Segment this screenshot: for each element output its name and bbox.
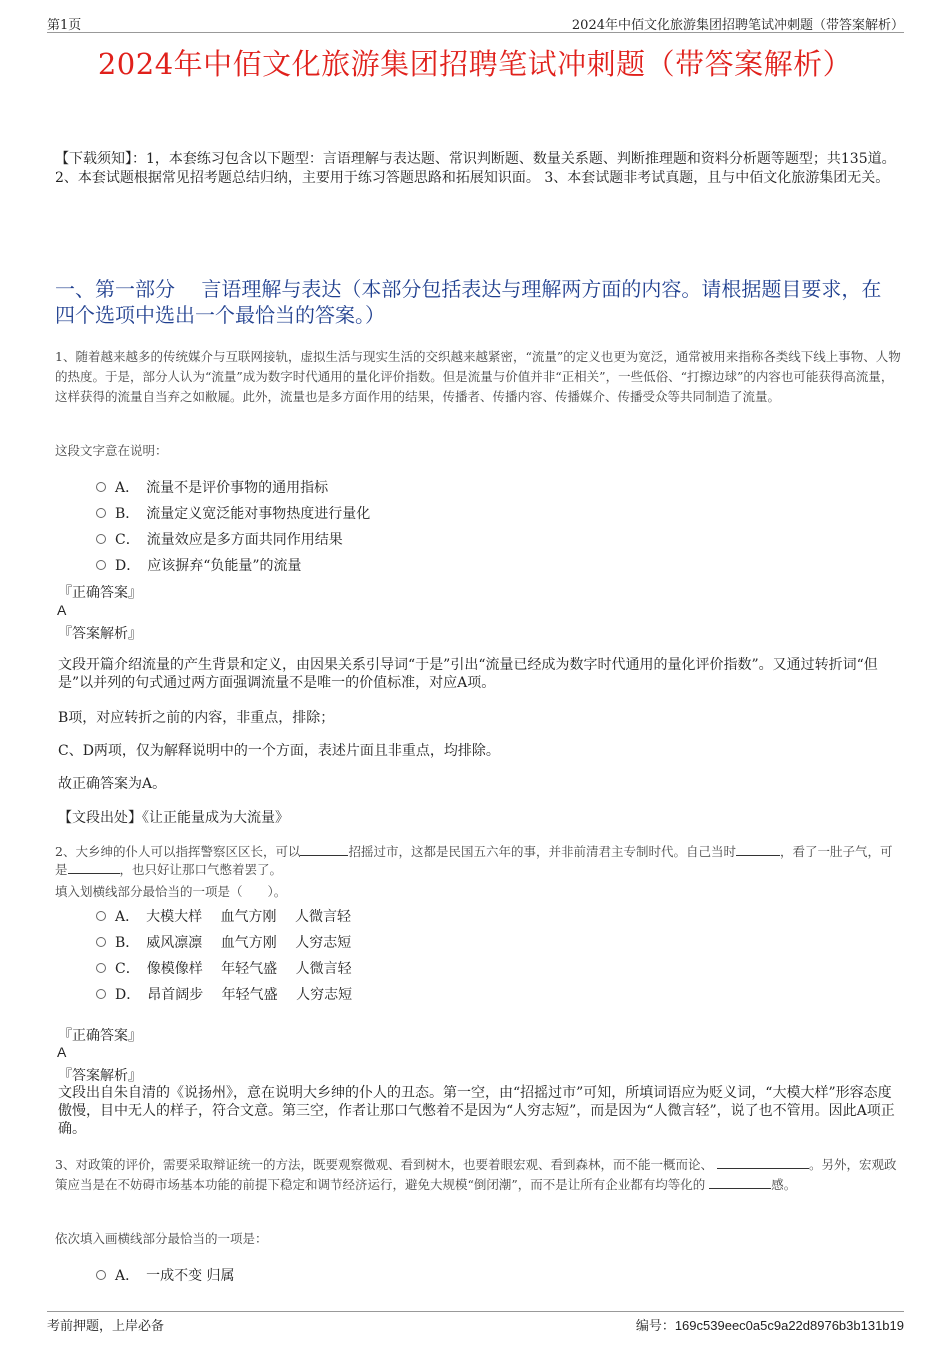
q1-option-c[interactable]: [96, 529, 343, 549]
q2-option-d[interactable]: [96, 984, 352, 1004]
stem-text: 招摇过市，这都是民国五六年的事，并非前清君主专制时代。自己当时: [348, 844, 736, 859]
option-label: D． 应该摒弃“负能量”的流量: [115, 558, 302, 574]
radio-button[interactable]: [96, 1270, 106, 1280]
option-label: D． 昂首阔步 年轻气盛 人穷志短: [115, 987, 353, 1003]
q1-option-d[interactable]: [96, 555, 302, 575]
radio-button[interactable]: [96, 508, 106, 518]
option-label: A． 流量不是评价事物的通用指标: [115, 480, 329, 496]
q2-correct-answer-label: 『正确答案』: [58, 1028, 142, 1044]
fill-blank: [736, 843, 780, 856]
footer-slogan: 考前押题，上岸必备: [47, 1319, 165, 1334]
option-label: B． 威风凛凛 血气方刚 人穷志短: [115, 935, 352, 951]
radio-button[interactable]: [96, 963, 106, 973]
stem-text: 2、大乡绅的仆人可以指挥警察区区长，可以: [55, 844, 301, 859]
download-notice: 【下载须知】：1，本套练习包含以下题型：言语理解与表达题、常识判断题、数量关系题、判断推理题和资料分析题等题型；共135道。 2、本套试题根据常见招考题总结归纳，主要用于练习答题思路和拓展知识面。 3、本套试题非考试真题，且与中佰文化旅游集团无关。: [55, 151, 896, 186]
stem-text: ，也只好让那口气憋着罢了。: [119, 862, 283, 877]
radio-button[interactable]: [96, 560, 106, 570]
q1-analysis-para: C、D两项，仅为解释说明中的一个方面，表述片面且非重点，均排除。: [58, 743, 500, 759]
q1-source: 【文段出处】《让正能量成为大流量》: [58, 810, 289, 826]
q1-correct-answer-label: 『正确答案』: [58, 585, 142, 601]
fill-blank: [300, 843, 348, 856]
section-heading: 一、第一部分 言语理解与表达（本部分包括表达与理解两方面的内容。请根据题目要求，在四个选项中选出一个最恰当的答案。）: [55, 277, 882, 327]
option-label: B． 流量定义宽泛能对事物热度进行量化: [115, 506, 371, 522]
page-title: 2024年中佰文化旅游集团招聘笔试冲刺题（带答案解析）: [97, 47, 853, 81]
option-label: A． 一成不变 归属: [115, 1268, 235, 1284]
fill-blank: [717, 1156, 809, 1169]
question-2-stem: [55, 843, 901, 879]
stem-text: 。另外，宏观政策应当是在不妨碍市场基本功能的前提下稳定和调节经济运行，避免大规模“倒闭潮”，而不是让所有企业都有均等化的: [55, 1157, 897, 1192]
option-label: A． 大模大样 血气方刚 人微言轻: [115, 909, 352, 925]
q1-analysis-label: 『答案解析』: [58, 626, 142, 642]
stem-text: 感。: [771, 1177, 797, 1192]
radio-button[interactable]: [96, 482, 106, 492]
q2-option-c[interactable]: [96, 958, 352, 978]
q1-analysis-para: 故正确答案为A。: [58, 776, 167, 792]
question-1-stem: 1、随着越来越多的传统媒介与互联网接轨，虚拟生活与现实生活的交织越来越紧密，“流量”的定义也更为宽泛，通常被用来指称各类线下线上事物、人物的热度。于是，部分人认为“流量”成为数字时代通用的量化评价指数。但是流量与价值并非“正相关”，一些低俗、“打擦边球”的内容也可能获得高流量，这样获得的流量自当弃之如敝屣。此外，流量也是多方面作用的结果，传播者、传播内容、传播媒介、传播受众等共同制造了流量。: [55, 349, 901, 404]
question-1-prompt: 这段文字意在说明：: [55, 443, 168, 458]
footer-serial: [636, 1315, 904, 1334]
question-3-prompt: 依次填入画横线部分最恰当的一项是：: [55, 1231, 268, 1246]
radio-button[interactable]: [96, 989, 106, 999]
q3-option-a[interactable]: [96, 1265, 235, 1285]
serial-label: 编号：: [635, 1319, 675, 1334]
header-doc-title: 2024年中佰文化旅游集团招聘笔试冲刺题（带答案解析）: [571, 18, 904, 33]
q1-answer: A: [57, 602, 67, 618]
q1-analysis-para: 文段开篇介绍流量的产生背景和定义，由因果关系引导词“于是”引出“流量已经成为数字时代通用的量化评价指数”。又通过转折词“但是”以并列的句式通过两方面强调流量不是唯一的价值标准，对应A项。: [58, 657, 878, 691]
radio-button[interactable]: [96, 937, 106, 947]
stem-text: ，看了一肚子气，可是: [55, 844, 893, 877]
q1-option-b[interactable]: [96, 503, 370, 523]
page-number: 第1页: [47, 18, 82, 33]
q1-analysis-para: B项，对应转折之前的内容，非重点，排除；: [58, 710, 335, 726]
radio-button[interactable]: [96, 911, 106, 921]
q2-answer: A: [57, 1044, 67, 1060]
q2-option-b[interactable]: [96, 932, 351, 952]
option-label: C． 流量效应是多方面共同作用结果: [115, 532, 343, 548]
question-2-prompt: 填入划横线部分最恰当的一项是（ ）。: [55, 884, 287, 899]
q2-option-a[interactable]: [96, 906, 351, 926]
q2-analysis: 文段出自朱自清的《说扬州》，意在说明大乡绅的仆人的丑态。第一空，由“招摇过市”可知，所填词语应为贬义词，“大模大样”形容态度傲慢，目中无人的样子，符合文意。第三空，作者让那口气憋着不是因为“人穷志短”，而是因为“人微言轻”，说了也不管用。因此A项正确。: [58, 1085, 895, 1137]
q1-option-a[interactable]: [96, 477, 328, 497]
option-label: C． 像模像样 年轻气盛 人微言轻: [115, 961, 352, 977]
q2-analysis-label: 『答案解析』: [58, 1068, 142, 1084]
fill-blank: [709, 1176, 771, 1189]
header-divider: [47, 32, 904, 33]
stem-text: 3、对政策的评价，需要采取辩证统一的方法，既要观察微观、看到树木，也要着眼宏观、看到森林，而不能一概而论、: [55, 1157, 713, 1172]
fill-blank: [68, 861, 120, 874]
question-3-stem: [55, 1155, 901, 1195]
footer-divider: [47, 1311, 904, 1312]
radio-button[interactable]: [96, 534, 106, 544]
serial-value: 169c539eec0a5c9a22d8976b3b131b19: [674, 1318, 904, 1333]
